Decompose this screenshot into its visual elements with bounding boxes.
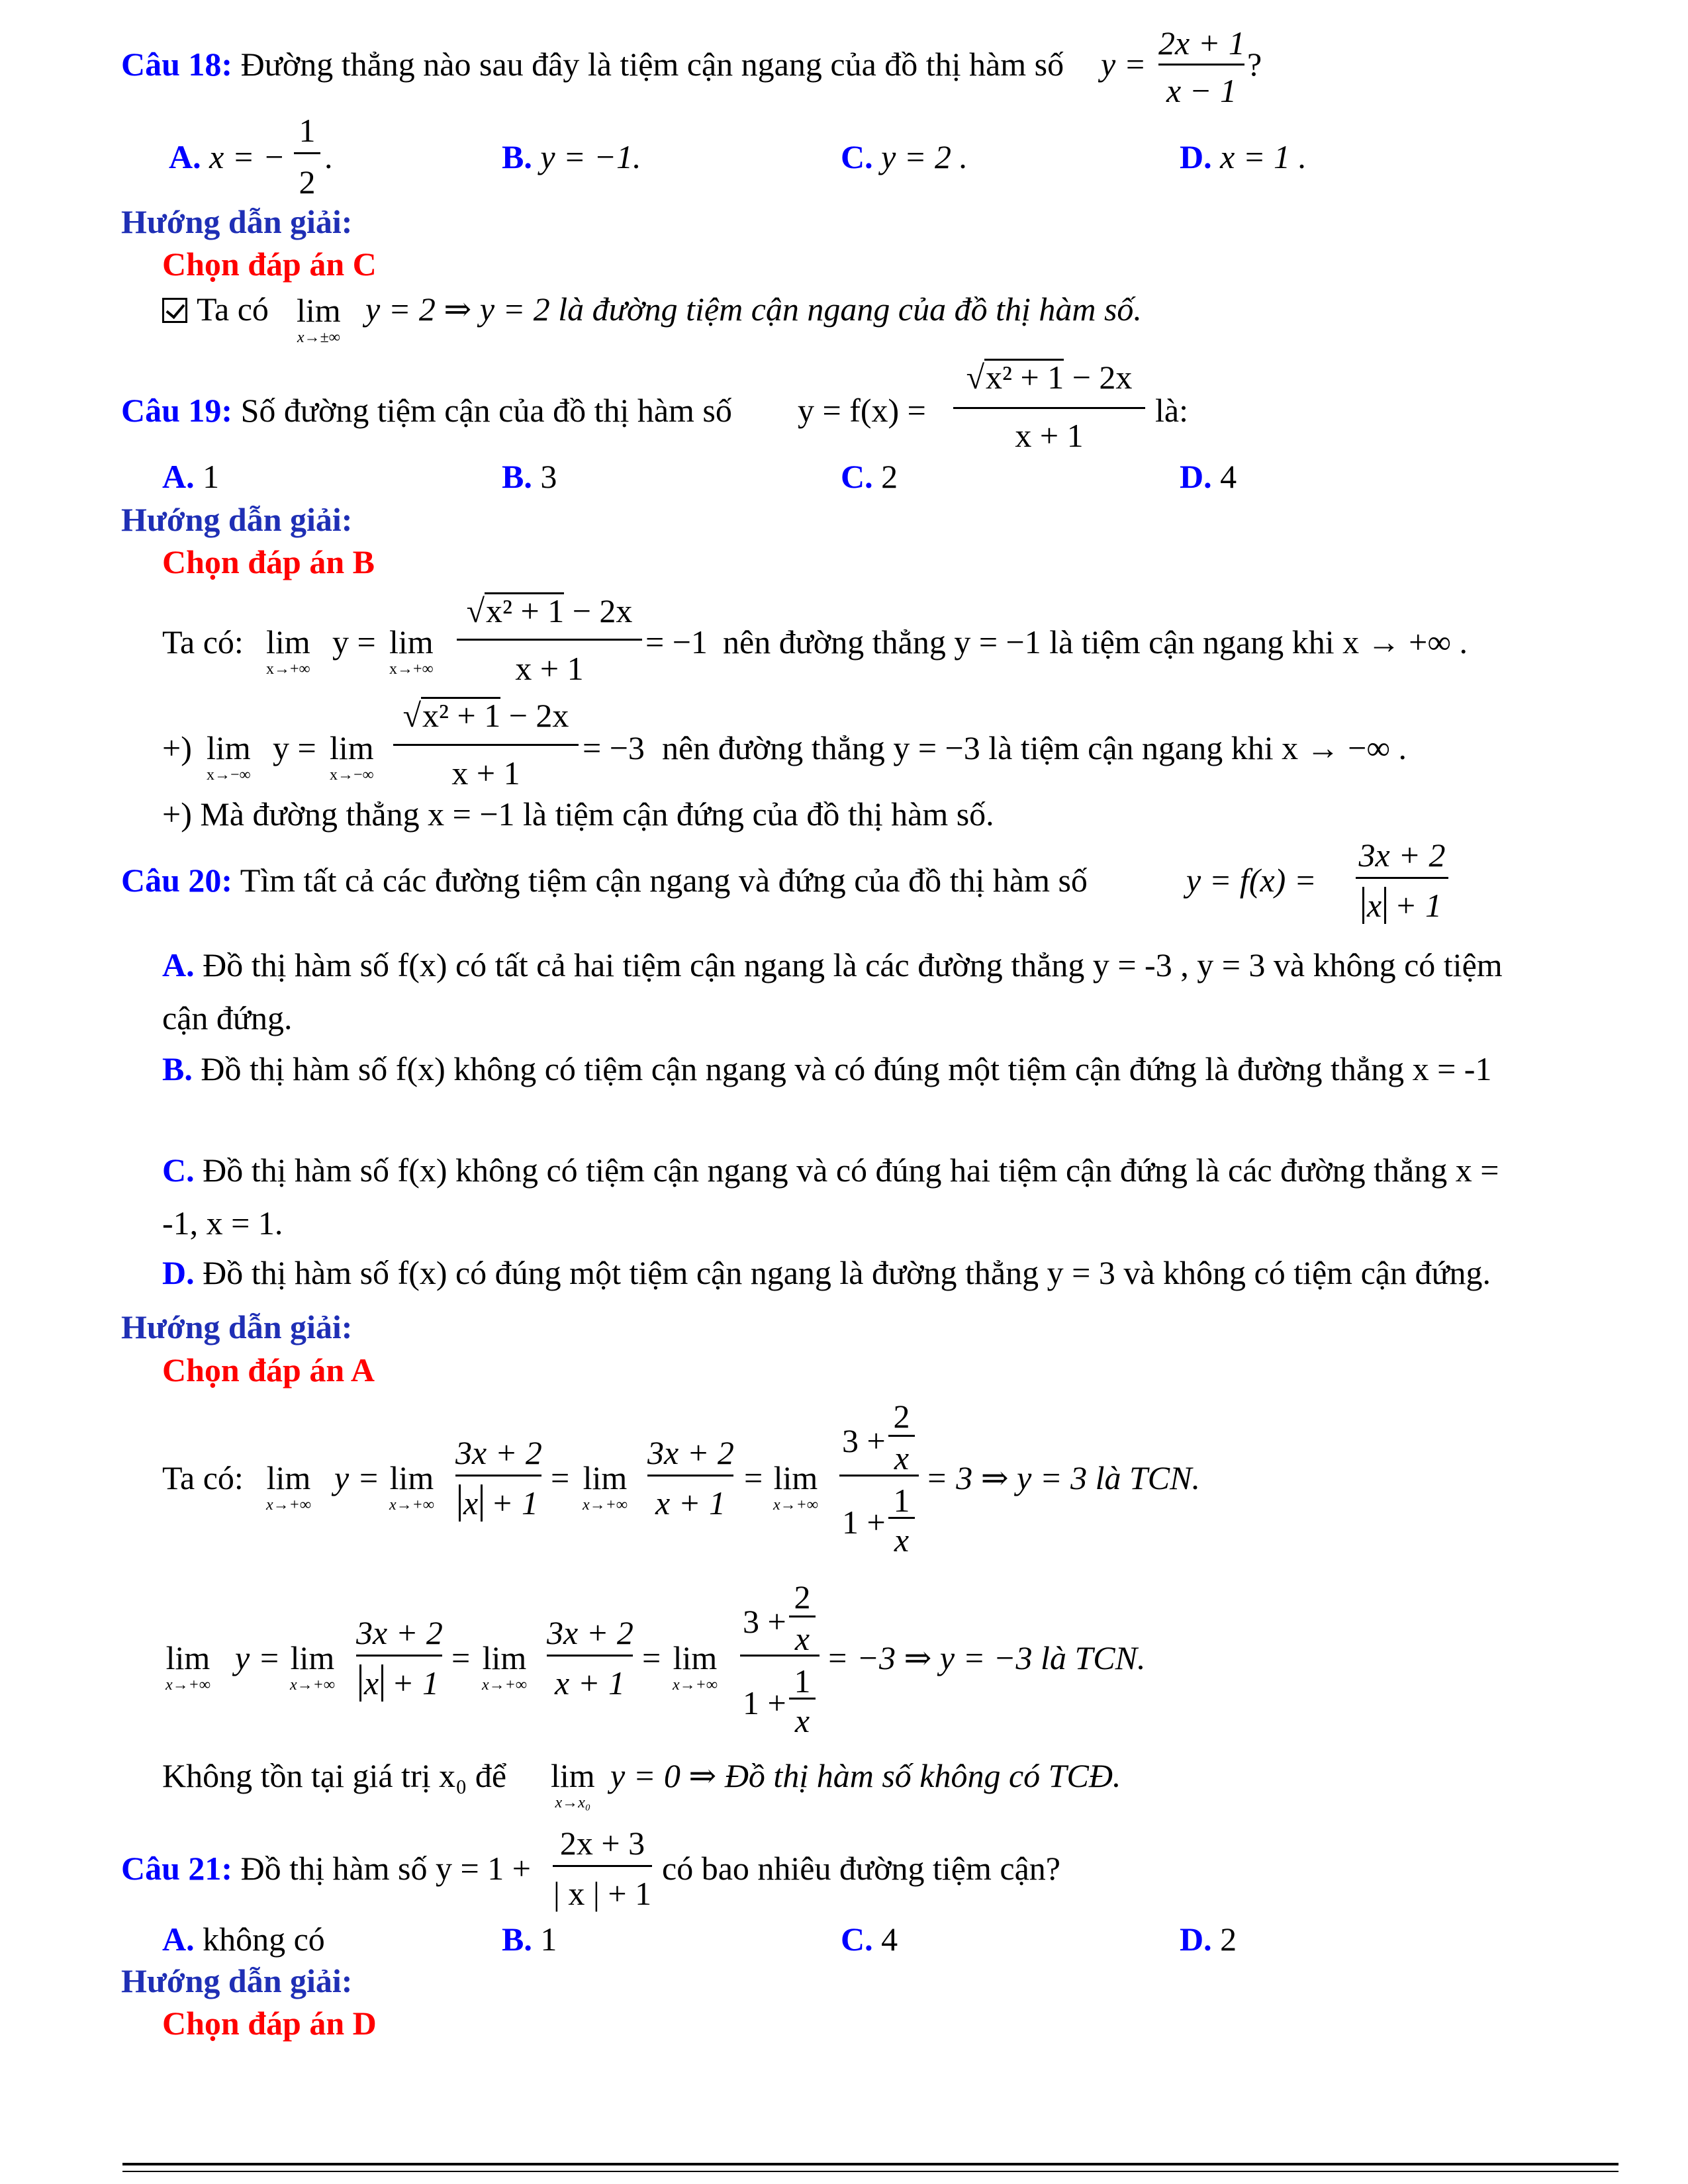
q20-func-lhs: y = f(x) = [1186,862,1317,899]
q20-option-d[interactable]: D. Đồ thị hàm số f(x) có đúng một tiệm cận ngang là đường thẳng y = 3 và không có tiệm cận đứng. [162,1254,1491,1291]
footer-rule-bottom [122,2171,1618,2172]
q21-func-den: | x | + 1 [553,1875,652,1912]
q18-lim: lim x→±∞ [297,292,341,346]
q20-option-b[interactable]: B. Đồ thị hàm số f(x) không có tiệm cận ngang và có đúng một tiệm cận đứng là đường thẳng x = -1 [162,1050,1492,1087]
q20-sol1-bn-bar [888,1435,915,1437]
q18-solution: Ta có [162,293,269,326]
q20-sol1-eq2: = [744,1459,763,1496]
q20-option-c-cont: -1, x = 1. [162,1205,283,1242]
q20-sol2-f1-den: x + 1 [356,1666,442,1700]
q20-sol2-bn-d: x [794,1620,810,1657]
q20-sol2-lim2: lim x→+∞ [290,1639,335,1694]
q20-sol2-lim3: lim x→+∞ [482,1639,527,1694]
q18-text: Đường thẳng nào sau đây là tiệm cận ngang của đồ thị hàm số [240,46,1064,83]
q18-option-d[interactable]: D. x = 1 . [1180,138,1307,175]
checkbox-icon [162,298,187,323]
q20-sol1-f2-num: 3x + 2 [647,1434,734,1471]
q20-sol2-lim4: lim x→+∞ [673,1639,718,1694]
q18-option-b[interactable]: B. y = −1. [502,138,641,175]
q20-sol3-post: y = 0 ⇒ Đồ thị hàm số không có TCĐ. [610,1757,1121,1794]
q19-option-d[interactable]: D. 4 [1180,458,1237,495]
q19-sol2-lim1: lim x→−∞ [207,729,251,784]
q20-sol2-f1-num: 3x + 2 [356,1614,443,1651]
q20-answer: Chọn đáp án A [162,1351,375,1388]
q19-sol1-post: nên đường thẳng y = −1 là tiệm cận ngang khi x → +∞ . [723,623,1468,660]
q20-sol1-f2-den: x + 1 [655,1484,726,1522]
q19-func-lhs: y = f(x) = [798,392,926,429]
q19-sol1-lim1: lim x→+∞ [266,623,310,678]
q20-option-a[interactable]: A. Đồ thị hàm số f(x) có tất cả hai tiệm cận ngang là các đường thẳng y = -3 , y = 3 và không có tiệm [162,946,1503,983]
q20-func-den: x + 1 [1356,889,1448,922]
q18-solution-rest: y = 2 ⇒ y = 2 là đường tiệm cận ngang của đồ thị hàm số. [365,291,1142,328]
q20-sol2-bd-n: 1 [794,1662,811,1700]
q19-sol3: +) Mà đường thẳng x = −1 là tiệm cận đứng của đồ thị hàm số. [162,796,994,833]
q20-sol2-y: y = [235,1639,281,1676]
q21-func-bar [553,1865,652,1867]
q20-sol2-f2-den: x + 1 [555,1664,625,1702]
q19-sol1-bar [457,639,642,641]
q19-option-c[interactable]: C. 2 [841,458,898,495]
q18-answer: Chọn đáp án C [162,246,377,283]
q21-guide-heading: Hướng dẫn giải: [121,1962,353,1999]
q21-option-b[interactable]: B. 1 [502,1921,557,1958]
q18-optA-post: . [324,138,333,175]
q20-sol1-big-num-a: 3 + [842,1422,886,1459]
q21-end: có bao nhiêu đường tiệm cận? [662,1850,1060,1887]
q19-option-a[interactable]: A. 1 [162,458,220,495]
q19-sol1-lim2: lim x→+∞ [389,623,434,678]
q20-sol3-lim: lim x→x₀ [551,1757,595,1811]
q20-sol1-lim2: lim x→+∞ [389,1459,434,1514]
q20-option-c[interactable]: C. Đồ thị hàm số f(x) không có tiệm cận ngang và có đúng hai tiệm cận đứng là các đường thẳng x = [162,1152,1499,1189]
q18-optA-bar [294,152,320,154]
q18-option-a[interactable]: A. x = − [169,138,285,175]
q19-func-den: x + 1 [1015,417,1084,454]
q18-end: ? [1247,46,1262,83]
q19-question: Câu 19: Số đường tiệm cận của đồ thị hàm số [121,392,732,429]
q21-option-d[interactable]: D. 2 [1180,1921,1237,1958]
q20-sol1-bd-n: 1 [893,1482,910,1519]
q18-label: Câu 18: [121,46,233,83]
q18-func-bar [1158,64,1244,66]
q20-sol1-f1-den: x + 1 [455,1486,541,1520]
q19-sol1-val: = −1 [645,623,708,660]
q19-sol2-val: = −3 [583,729,645,766]
q20-sol1-big-bar [839,1475,919,1477]
q20-sol1-y: y = [334,1459,380,1496]
q18-question [121,48,1064,81]
q20-option-a-cont: cận đứng. [162,999,293,1036]
q19-sol2-bar [393,744,579,746]
q21-question: Câu 21: Đồ thị hàm số y = 1 + [121,1850,531,1887]
q20-sol2-big-den-a: 1 + [743,1684,786,1721]
q19-end: là: [1155,392,1188,429]
q21-answer: Chọn đáp án D [162,2005,377,2042]
q19-option-b[interactable]: B. 3 [502,458,557,495]
q20-sol1-bn-n: 2 [893,1398,910,1435]
q19-sol1-y: y = [332,623,376,660]
q19-sol1-pre: Ta có: [162,623,244,660]
q19-sol1-den: x + 1 [515,650,584,687]
q20-sol1-f1-bar [455,1475,541,1477]
q20-guide-heading: Hướng dẫn giải: [121,1308,353,1345]
q19-answer: Chọn đáp án B [162,543,375,580]
q19-sol2-num: √x² + 1 − 2x [402,697,569,734]
q20-sol2-bn-bar [789,1615,816,1617]
q20-sol2-f2-bar [547,1655,633,1657]
q20-question: Câu 20: Tìm tất cả các đường tiệm cận ngang và đứng của đồ thị hàm số [121,862,1088,899]
q20-sol2-big-num-a: 3 + [743,1603,786,1640]
q20-sol1-bn-d: x [894,1439,910,1477]
q20-func-bar [1356,877,1448,879]
q20-sol2-eq1: = [451,1639,471,1676]
q20-sol2-lim1: lim x→+∞ [165,1639,211,1694]
q18-optA-num: 1 [299,112,316,149]
q20-sol2-big-bar [740,1655,820,1657]
q19-sol2-post: nên đường thẳng y = −3 là tiệm cận ngang khi x → −∞ . [662,729,1407,766]
q18-func-den: x − 1 [1166,72,1237,109]
q21-option-a[interactable]: A. không có [162,1921,325,1958]
q19-func-bar [953,407,1145,409]
q20-sol1-bd-bar [888,1517,915,1519]
q18-guide-heading: Hướng dẫn giải: [121,203,353,240]
q19-sol2-y: y = [273,729,316,766]
q20-sol1-pre: Ta có: [162,1459,244,1496]
q18-optA-den: 2 [299,163,316,201]
q21-func-num: 2x + 3 [559,1825,645,1862]
q19-func-num: √x² + 1 − 2x [966,359,1133,396]
q20-sol2-bd-d: x [794,1702,810,1739]
q18-option-c[interactable]: C. y = 2 . [841,138,968,175]
q20-sol2-bd-bar [789,1698,816,1700]
q19-sol2-lim2: lim x→−∞ [330,729,374,784]
q20-sol1-bd-d: x [894,1522,910,1559]
q20-sol2-eq2: = [642,1639,661,1676]
footer-rule-top [122,2163,1618,2165]
q19-sol2-den: x + 1 [451,754,520,792]
q20-sol1-f1-num: 3x + 2 [455,1434,542,1471]
q20-sol2-bn-n: 2 [794,1578,811,1615]
q19-sol2-pre: +) [162,729,192,766]
q20-sol1-f2-bar [647,1475,733,1477]
q20-func-num: 3x + 2 [1358,837,1446,874]
q20-sol1-lim1: lim x→+∞ [266,1459,311,1514]
q20-sol2-f2-num: 3x + 2 [547,1614,633,1651]
q18-func-lhs: y = [1101,46,1147,83]
q20-sol3-pre: Không tồn tại giá trị x₀ để [162,1757,507,1794]
q21-option-c[interactable]: C. 4 [841,1921,898,1958]
q20-sol1-lim4: lim x→+∞ [773,1459,818,1514]
q20-sol2-post: = −3 ⇒ y = −3 là TCN. [826,1639,1146,1676]
q19-guide-heading: Hướng dẫn giải: [121,501,353,538]
q20-sol1-big-den-a: 1 + [842,1504,886,1541]
q20-sol1-lim3: lim x→+∞ [583,1459,628,1514]
q20-sol1-post: = 3 ⇒ y = 3 là TCN. [925,1459,1200,1496]
q19-sol1-num: √x² + 1 − 2x [466,592,633,629]
q20-sol2-f1-bar [356,1655,442,1657]
q18-func-num: 2x + 1 [1158,24,1245,62]
q20-sol1-eq1: = [551,1459,570,1496]
